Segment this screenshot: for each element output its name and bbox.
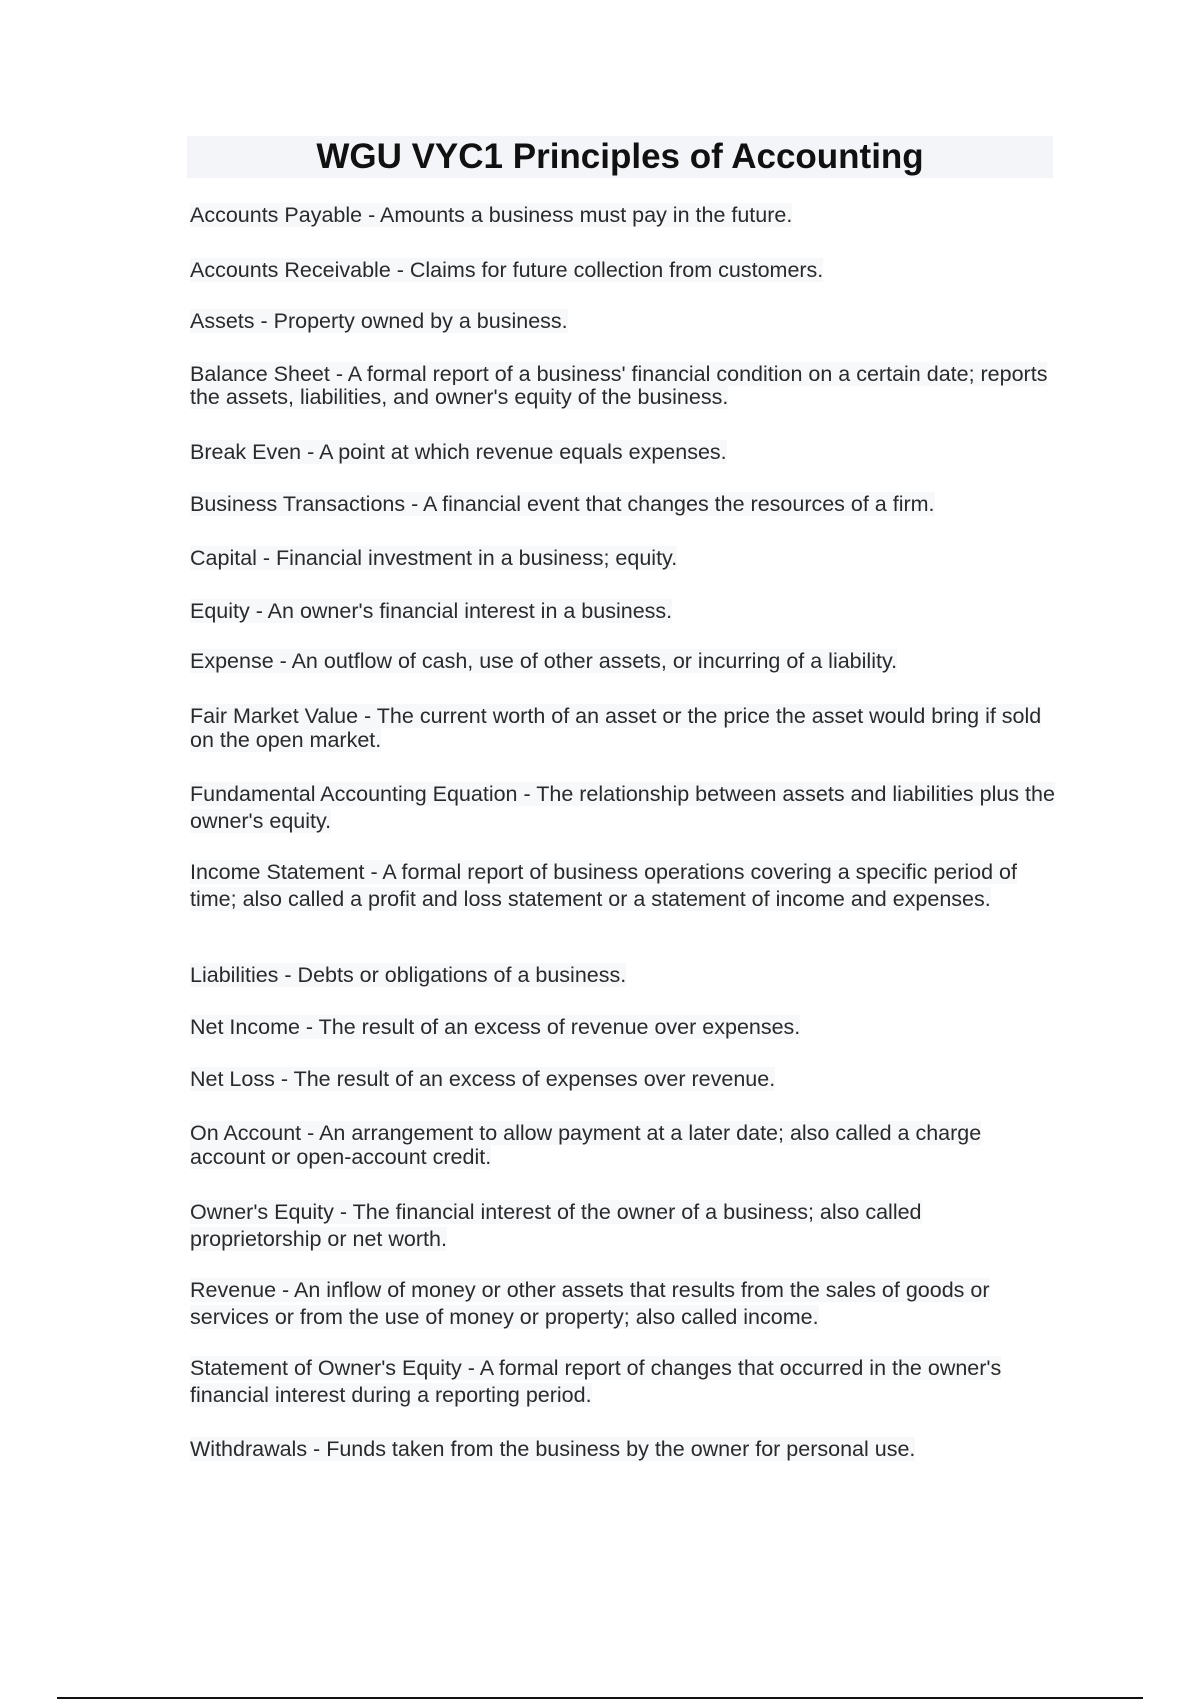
glossary-entry: Break Even - A point at which revenue equals expenses.	[190, 440, 727, 464]
glossary-entry: Assets - Property owned by a business.	[190, 309, 568, 333]
document-title: WGU VYC1 Principles of Accounting	[316, 137, 924, 176]
glossary-entry: Net Loss - The result of an excess of expenses over revenue.	[190, 1067, 776, 1091]
glossary-entry: Income Statement - A formal report of business operations covering a specific period of time; also called a profit and loss statement or a statement of income and expenses.	[190, 860, 1017, 911]
glossary-entry: Accounts Receivable - Claims for future collection from customers.	[190, 258, 824, 282]
glossary-entry: Revenue - An inflow of money or other assets that results from the sales of goods or services or from the use of money or property; also called income.	[190, 1278, 990, 1329]
glossary-entry: Net Income - The result of an excess of revenue over expenses.	[190, 1015, 801, 1039]
footer-divider	[57, 1697, 1143, 1699]
glossary-entry: Liabilities - Debts or obligations of a business.	[190, 963, 627, 987]
glossary-entry: Fair Market Value - The current worth of an asset or the price the asset would bring if sold on the open market.	[190, 704, 1042, 752]
glossary-entry: On Account - An arrangement to allow payment at a later date; also called a charge account or open-account credit.	[190, 1121, 982, 1169]
glossary-entry: Capital - Financial investment in a business; equity.	[190, 546, 678, 570]
glossary-entry: Owner's Equity - The financial interest of the owner of a business; also called proprietorship or net worth.	[190, 1200, 922, 1251]
glossary-entry: Business Transactions - A financial event that changes the resources of a firm.	[190, 492, 935, 516]
glossary-entry: Expense - An outflow of cash, use of other assets, or incurring of a liability.	[190, 649, 898, 673]
glossary-entry: Accounts Payable - Amounts a business must pay in the future.	[190, 203, 793, 227]
glossary-entry: Withdrawals - Funds taken from the business by the owner for personal use.	[190, 1437, 916, 1461]
glossary-entry: Fundamental Accounting Equation - The relationship between assets and liabilities plus the owner's equity.	[190, 782, 1055, 833]
glossary-entry: Balance Sheet - A formal report of a business' financial condition on a certain date; reports the assets, liabilities, and owner's equity of the business.	[190, 362, 1048, 409]
glossary-entry: Statement of Owner's Equity - A formal report of changes that occurred in the owner's financial interest during a reporting period.	[190, 1356, 1002, 1407]
glossary-entry: Equity - An owner's financial interest in a business.	[190, 599, 673, 623]
